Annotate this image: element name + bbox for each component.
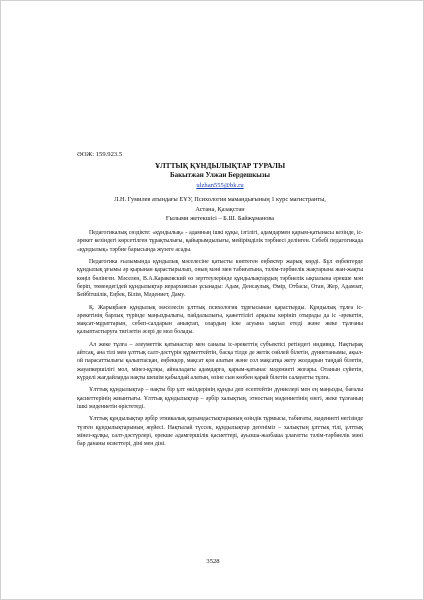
author-name: Бакытжан Улжан Бердешкызы	[169, 171, 270, 179]
supervisor-line: Ғылыми жетекшісі – Б.Ш. Байжұманова	[165, 215, 275, 223]
affiliation-line: Л.Н. Гумилев атындағы ЕҰУ, Психология мамандығының 1 курс магистранты,	[114, 196, 326, 203]
page-number: 3528	[206, 558, 220, 565]
body-paragraph: Ал жеке тұлға – әлеуметтік қатынастар мен саналы іс-әрекеттің субъектісі ретіндегі индивид. Нақтырақ айтсақ, ана тілі мен ұлттық салт-дәстүрін құрметтейтін, басқа тілде де жетік сөйлей білетін, дүниетанымы, ақыл-ой парасаттылығы қалыптасқан, еңбекқор, мақсат қоя алатын және сол мақсатқа жету жолдарын таңдай білетін, жауапкершілігі мол, мінез-құлқы, айналадағы адамдарға, қарым-қатынас мәдениеті жоғары. Отанын сүйетін, күрделі жағдайларда нақты шешім қабылдай алатын, өзіне сын көзбен қарай білетін салауатты тұлға.	[77, 341, 363, 381]
body-paragraph: Педагогикалық сөздікте: «құндылық» - адамның ішкі құқы, ізгілігі, адамдармен қарым-қатынасы кезінде, іс-әрекет кезіндегі көрсетілген тұрақтылығы, қайырымдылығы, мейірімділік тәрбиесі делінген. Себебі педагогикада «құндылық» тәрбие барысында жүзеге асады.	[77, 230, 363, 253]
udc-code: ӘОЖ: 159.923.5	[77, 151, 123, 158]
author-email-link[interactable]: ulzhan555@bk.ru	[196, 182, 244, 189]
article-body	[77, 229, 363, 551]
body-paragraph: Ұлттық құндылықтар әрбір этникалық қауымдастықтарының өзіндік тұрмысы, табиғаты, мәдениеті негізінде түзген құндылықтарының жүйесі. Нақтылай түссек, құндылықтар дегеніміз – халықтың ұлттық тілі, ұлттық мінез-құлқы, салт-дәстүрлері, ерекше адамгершілік қасиеттері, ауызша-жазбаша ұлағатты тәлім-тәрбиелік мәні бар дананы өсиеттері, діні мен діні.	[77, 416, 363, 448]
body-paragraph: Қ. Жарықбаев құндылық мәселесін ұлттық психология тұрғысынан қарастырды. Құндылық тұлға іс-әрекетінің барлық түрінде маңыздылығы, пайдалылығы, қажеттілігі арқылы көрініп отырады да іс -әрекетін, мақсат-мұраттарын, себеп-салдарын анықтап, олардың іске асуына ықпал етеді және жеке тұлғаны қалыптастыруға тигізетін әсері де мол болады.	[77, 304, 363, 336]
body-paragraph: Ұлттық құндылықтар – нақты бір ұлт өкілдерінің құнды деп есептейтін дүниелері мен ең маңызды, бағалы қасиеттерінің жиынтығы. Ұлттық құндылықтар – әрбір халықтың, этностың мәдениетінің өзегі, жеке тұлғаның ішкі мәдениетін өрістетеді.	[77, 387, 363, 410]
affiliation-city: Астана, Қазақстан	[195, 205, 245, 213]
body-paragraph: Педагогика ғылымында құндылық мәселесіне қатысты көптеген еңбектер жарық көрді. Бұл еңбектерде құндылық ұғымы әр қырынан қарастырылып, оның мәні мен табиғатына, тәлім-тәрбиелік жақтарына жан-жақты көңіл бөлінген. Мәселен, В.А.Караковский өз зерттеулерінде құндылықтардың тәрбиелік ықпалына ерекше мән беріп, төмендегідей құндылықтар иерархиясын ұсынады: Адам, Денсаулық, Өмір, Отбасы, Отан, Жер, Адамзат, Бейбітшілік, Еңбек, Білім, Мәдениет, Даму.	[77, 258, 363, 299]
affiliation-block	[77, 195, 363, 224]
article-title: ҰЛТТЫҚ ҚҰНДЫЛЫҚТАР ТУРАЛЫ	[154, 161, 286, 170]
